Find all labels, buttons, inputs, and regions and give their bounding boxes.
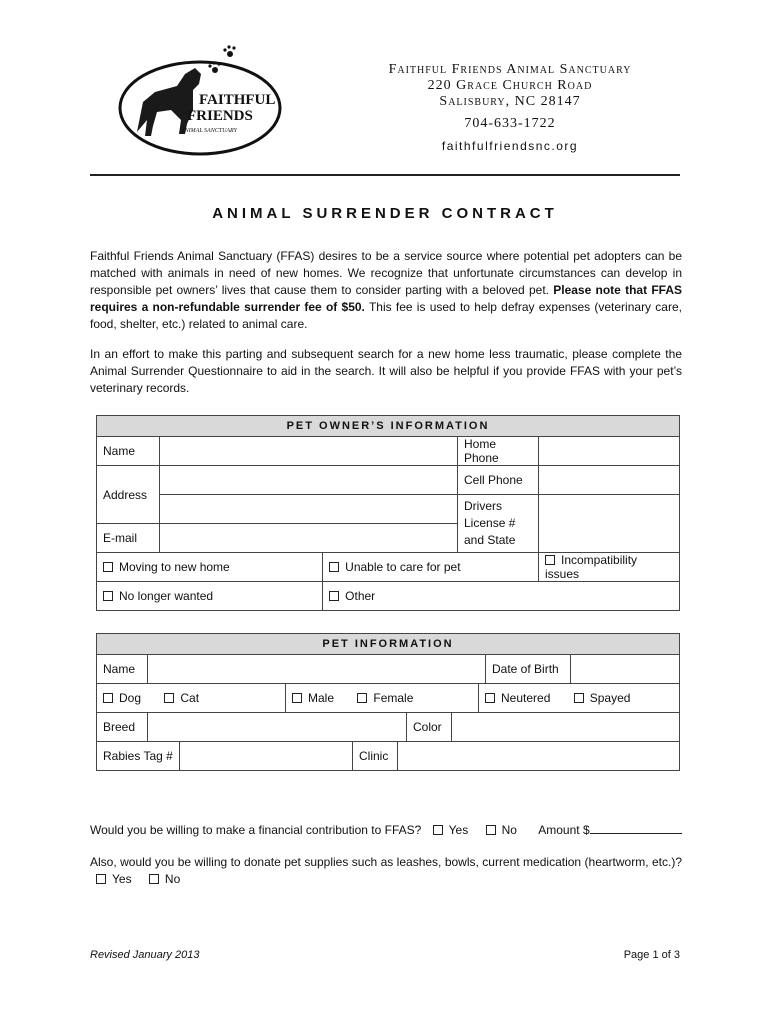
clinic-label: Clinic xyxy=(353,742,398,771)
reason-no-longer-wanted[interactable] xyxy=(97,582,323,611)
pet-info-table xyxy=(96,633,680,684)
species-cat-label: Cat xyxy=(180,691,200,705)
home-phone-field[interactable] xyxy=(539,437,680,466)
header-rule xyxy=(90,174,680,176)
species-dog[interactable] xyxy=(103,691,141,705)
reason-no-longer-wanted-label: No longer wanted xyxy=(119,589,214,603)
financial-no-label: No xyxy=(501,823,517,837)
species-cell xyxy=(97,684,286,713)
supplies-yes-label: Yes xyxy=(112,872,132,886)
logo-text-3: ANIMAL SANCTUARY xyxy=(181,128,237,134)
owner-section-header: PET OWNER’S INFORMATION xyxy=(97,416,680,437)
pet-breed-table xyxy=(96,712,680,742)
pet-name-field[interactable] xyxy=(148,655,486,684)
home-phone-label: Home Phone xyxy=(458,437,539,466)
color-field[interactable] xyxy=(452,713,680,742)
amount-field[interactable] xyxy=(590,821,682,834)
supplies-yes[interactable] xyxy=(96,872,132,886)
website: faithfulfriendsnc.org xyxy=(441,139,579,153)
checkbox-icon[interactable] xyxy=(486,825,496,835)
owner-name-label: Name xyxy=(97,437,160,466)
email-label: E-mail xyxy=(97,524,160,553)
address-label: Address xyxy=(97,466,160,524)
financial-question-text: Would you be willing to make a financial contribution to FFAS? xyxy=(90,823,422,837)
rabies-label: Rabies Tag # xyxy=(97,742,180,771)
supplies-question xyxy=(90,854,682,888)
checkbox-icon[interactable] xyxy=(574,693,584,703)
sex-female[interactable] xyxy=(357,691,413,705)
breed-label: Breed xyxy=(97,713,148,742)
reason-incompatibility-label: Incompatibility issues xyxy=(545,553,638,581)
neutered-label: Neutered xyxy=(501,691,551,705)
phone: 704-633-1722 xyxy=(464,116,556,131)
email-field[interactable] xyxy=(160,524,458,553)
financial-no[interactable] xyxy=(486,823,517,837)
financial-yes[interactable] xyxy=(433,823,469,837)
pet-rabies-table xyxy=(96,741,680,771)
checkbox-icon[interactable] xyxy=(329,562,339,572)
neutered[interactable] xyxy=(485,691,550,705)
cell-phone-label: Cell Phone xyxy=(458,466,539,495)
supplies-question-text: Also, would you be willing to donate pet supplies such as leashes, bowls, current medication (heartworm, etc.)? xyxy=(90,855,682,869)
fixed-cell xyxy=(479,684,680,713)
dob-label: Date of Birth xyxy=(486,655,571,684)
logo-text-2: FRIENDS xyxy=(187,108,253,124)
clinic-field[interactable] xyxy=(398,742,680,771)
spayed-label: Spayed xyxy=(589,691,631,705)
intro-fee-note: Please note that FFAS requires a non-refundable surrender fee of $50. xyxy=(90,283,682,314)
checkbox-icon[interactable] xyxy=(485,693,495,703)
sex-male-label: Male xyxy=(308,691,335,705)
sex-cell xyxy=(286,684,479,713)
rabies-field[interactable] xyxy=(180,742,353,771)
reason-unable[interactable] xyxy=(323,553,539,582)
intro-text-b: This fee is used to help defray expenses (veterinary care, food, shelter, etc.) related to animal care. xyxy=(90,300,682,331)
pet-section-header: PET INFORMATION xyxy=(97,634,680,655)
address-line1: 220 Grace Church Road xyxy=(427,78,593,93)
sex-male[interactable] xyxy=(292,691,334,705)
pet-attributes-table xyxy=(96,683,680,713)
logo-text-1: FAITHFUL xyxy=(199,92,276,108)
owner-name-field[interactable] xyxy=(160,437,458,466)
intro-paragraph-1 xyxy=(90,248,682,333)
drivers-license-field[interactable] xyxy=(539,495,680,553)
amount-label: Amount $ xyxy=(538,823,590,837)
financial-question xyxy=(90,821,682,837)
supplies-no[interactable] xyxy=(149,872,180,886)
breed-field[interactable] xyxy=(148,713,407,742)
address-field-1[interactable] xyxy=(160,466,458,495)
owner-info-table xyxy=(96,415,680,611)
checkbox-icon[interactable] xyxy=(357,693,367,703)
reason-moving-label: Moving to new home xyxy=(119,560,230,574)
org-name: Faithful Friends Animal Sanctuary xyxy=(388,62,632,77)
species-dog-label: Dog xyxy=(119,691,142,705)
supplies-no-label: No xyxy=(164,872,181,886)
color-label: Color xyxy=(407,713,452,742)
checkbox-icon[interactable] xyxy=(545,555,555,565)
intro-paragraph-2: In an effort to make this parting and subsequent search for a new home less traumatic, please complete the Animal Surrender Questionnaire to aid in the search. It will also be helpful if you provide FFAS with your pet’s veterinary records. xyxy=(90,347,682,395)
logo xyxy=(115,40,285,160)
reason-unable-label: Unable to care for pet xyxy=(345,560,461,574)
reason-other[interactable] xyxy=(323,582,680,611)
spayed[interactable] xyxy=(574,691,631,705)
checkbox-icon[interactable] xyxy=(433,825,443,835)
sex-female-label: Female xyxy=(373,691,414,705)
page-number: Page 1 of 3 xyxy=(623,949,680,961)
pet-name-label: Name xyxy=(97,655,148,684)
reason-other-label: Other xyxy=(345,589,376,603)
page-title: ANIMAL SURRENDER CONTRACT xyxy=(212,205,558,222)
drivers-license-label: Drivers License # and State xyxy=(458,495,539,553)
reason-moving[interactable] xyxy=(97,553,323,582)
address-field-2[interactable] xyxy=(160,495,458,524)
checkbox-icon[interactable] xyxy=(103,591,113,601)
species-cat[interactable] xyxy=(164,691,199,705)
reason-incompatibility[interactable] xyxy=(539,553,680,582)
address-line2: Salisbury, NC 28147 xyxy=(439,94,581,109)
financial-yes-label: Yes xyxy=(448,823,469,837)
revised-date: Revised January 2013 xyxy=(90,949,200,961)
checkbox-icon[interactable] xyxy=(292,693,302,703)
logo-graphic xyxy=(115,40,285,160)
dob-field[interactable] xyxy=(571,655,680,684)
cell-phone-field[interactable] xyxy=(539,466,680,495)
intro-text-a: Faithful Friends Animal Sanctuary (FFAS) desires to be a service source where potential pet adopters can be matched with animals in need of new homes. We recognize that unfortunate circumstances can develop in responsible pet owners’ lives that cause them to consider parting with a beloved pet. xyxy=(90,249,682,297)
checkbox-icon[interactable] xyxy=(96,874,106,884)
checkbox-icon[interactable] xyxy=(103,562,113,572)
checkbox-icon[interactable] xyxy=(149,874,159,884)
checkbox-icon[interactable] xyxy=(103,693,113,703)
checkbox-icon[interactable] xyxy=(164,693,174,703)
checkbox-icon[interactable] xyxy=(329,591,339,601)
